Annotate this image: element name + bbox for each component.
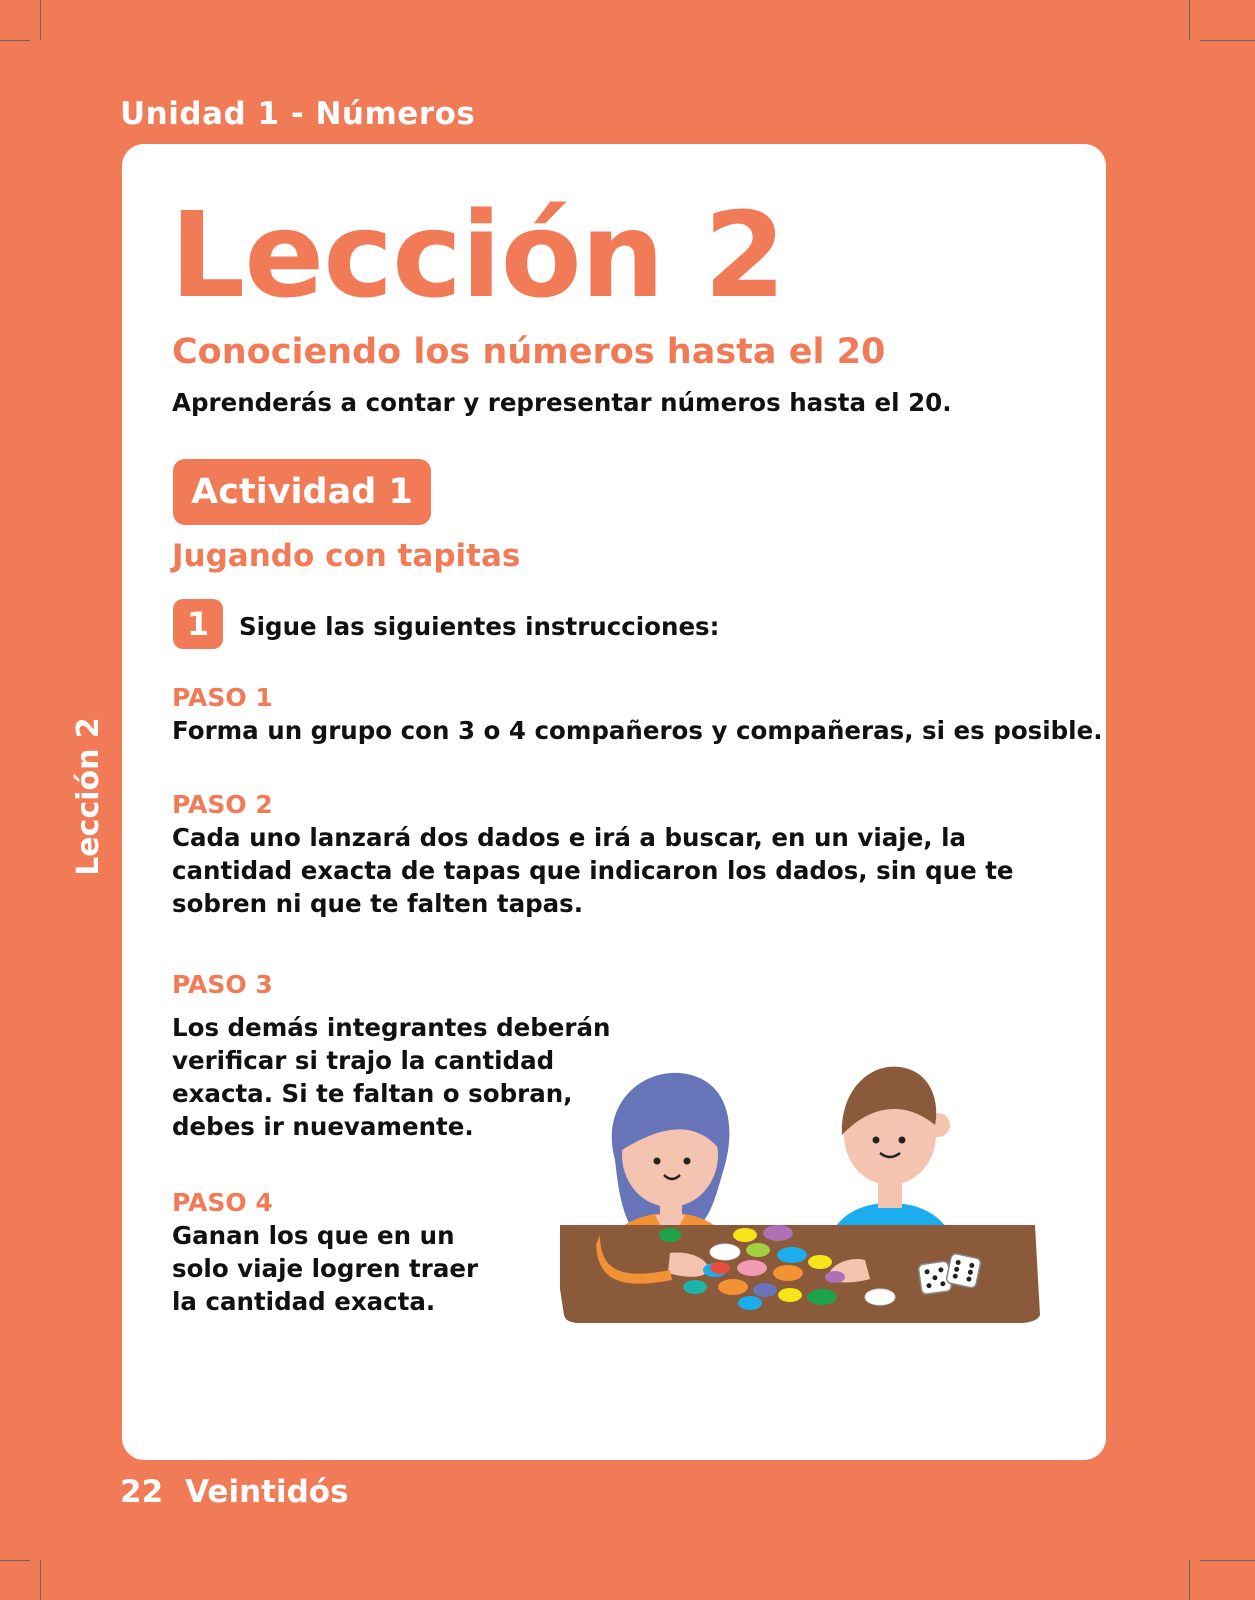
crop-mark — [40, 0, 41, 40]
crop-mark — [0, 1560, 30, 1561]
lesson-intro: Aprenderás a contar y representar números hasta el 20. — [172, 388, 952, 417]
step-3-line: exacta. Si te faltan o sobran, — [172, 1079, 573, 1108]
step-4-text — [172, 1219, 478, 1318]
step-3-line: debes ir nuevamente. — [172, 1112, 474, 1141]
side-tab-label: Lección 2 — [70, 716, 106, 876]
step-2-line: Cada uno lanzará dos dados e irá a buscar, en un viaje, la — [172, 823, 967, 852]
step-3-line: verificar si trajo la cantidad — [172, 1046, 555, 1075]
crop-mark — [1189, 0, 1190, 40]
children-playing-with-bottle-caps-and-dice-icon — [560, 1065, 1060, 1365]
crop-mark — [1200, 40, 1255, 41]
instruction-number-badge: 1 — [173, 599, 223, 649]
crop-mark — [0, 40, 30, 41]
side-tab — [62, 716, 114, 876]
step-4-line: Ganan los que en un — [172, 1221, 455, 1250]
step-3-text — [172, 1011, 610, 1143]
lesson-title: Lección 2 — [170, 186, 785, 324]
step-1-text — [172, 714, 1103, 747]
page-number-word: Veintidós — [185, 1474, 349, 1510]
activity-badge: Actividad 1 — [173, 459, 431, 525]
step-1-line: Forma un grupo con 3 o 4 compañeros y compañeras, si es posible. — [172, 716, 1103, 745]
step-4-label: PASO 4 — [172, 1188, 273, 1217]
step-4-line: la cantidad exacta. — [172, 1287, 436, 1316]
step-4-line: solo viaje logren traer — [172, 1254, 479, 1283]
instruction-text: Sigue las siguientes instrucciones: — [239, 612, 720, 641]
step-3-line: Los demás integrantes deberán — [172, 1013, 611, 1042]
step-2-label: PASO 2 — [172, 790, 273, 819]
lesson-subtitle: Conociendo los números hasta el 20 — [172, 332, 886, 372]
crop-mark — [1189, 1560, 1190, 1600]
page-number: 22 — [120, 1474, 164, 1510]
page-footer — [120, 1474, 371, 1510]
crop-mark — [40, 1560, 41, 1600]
step-1-label: PASO 1 — [172, 683, 273, 712]
step-2-line: sobren ni que te falten tapas. — [172, 889, 584, 918]
activity-title: Jugando con tapitas — [172, 538, 521, 574]
unit-header: Unidad 1 - Números — [120, 96, 476, 132]
crop-mark — [1200, 1560, 1255, 1561]
step-2-line: cantidad exacta de tapas que indicaron los dados, sin que te — [172, 856, 1014, 885]
step-3-label: PASO 3 — [172, 970, 273, 999]
step-2-text — [172, 821, 1014, 920]
